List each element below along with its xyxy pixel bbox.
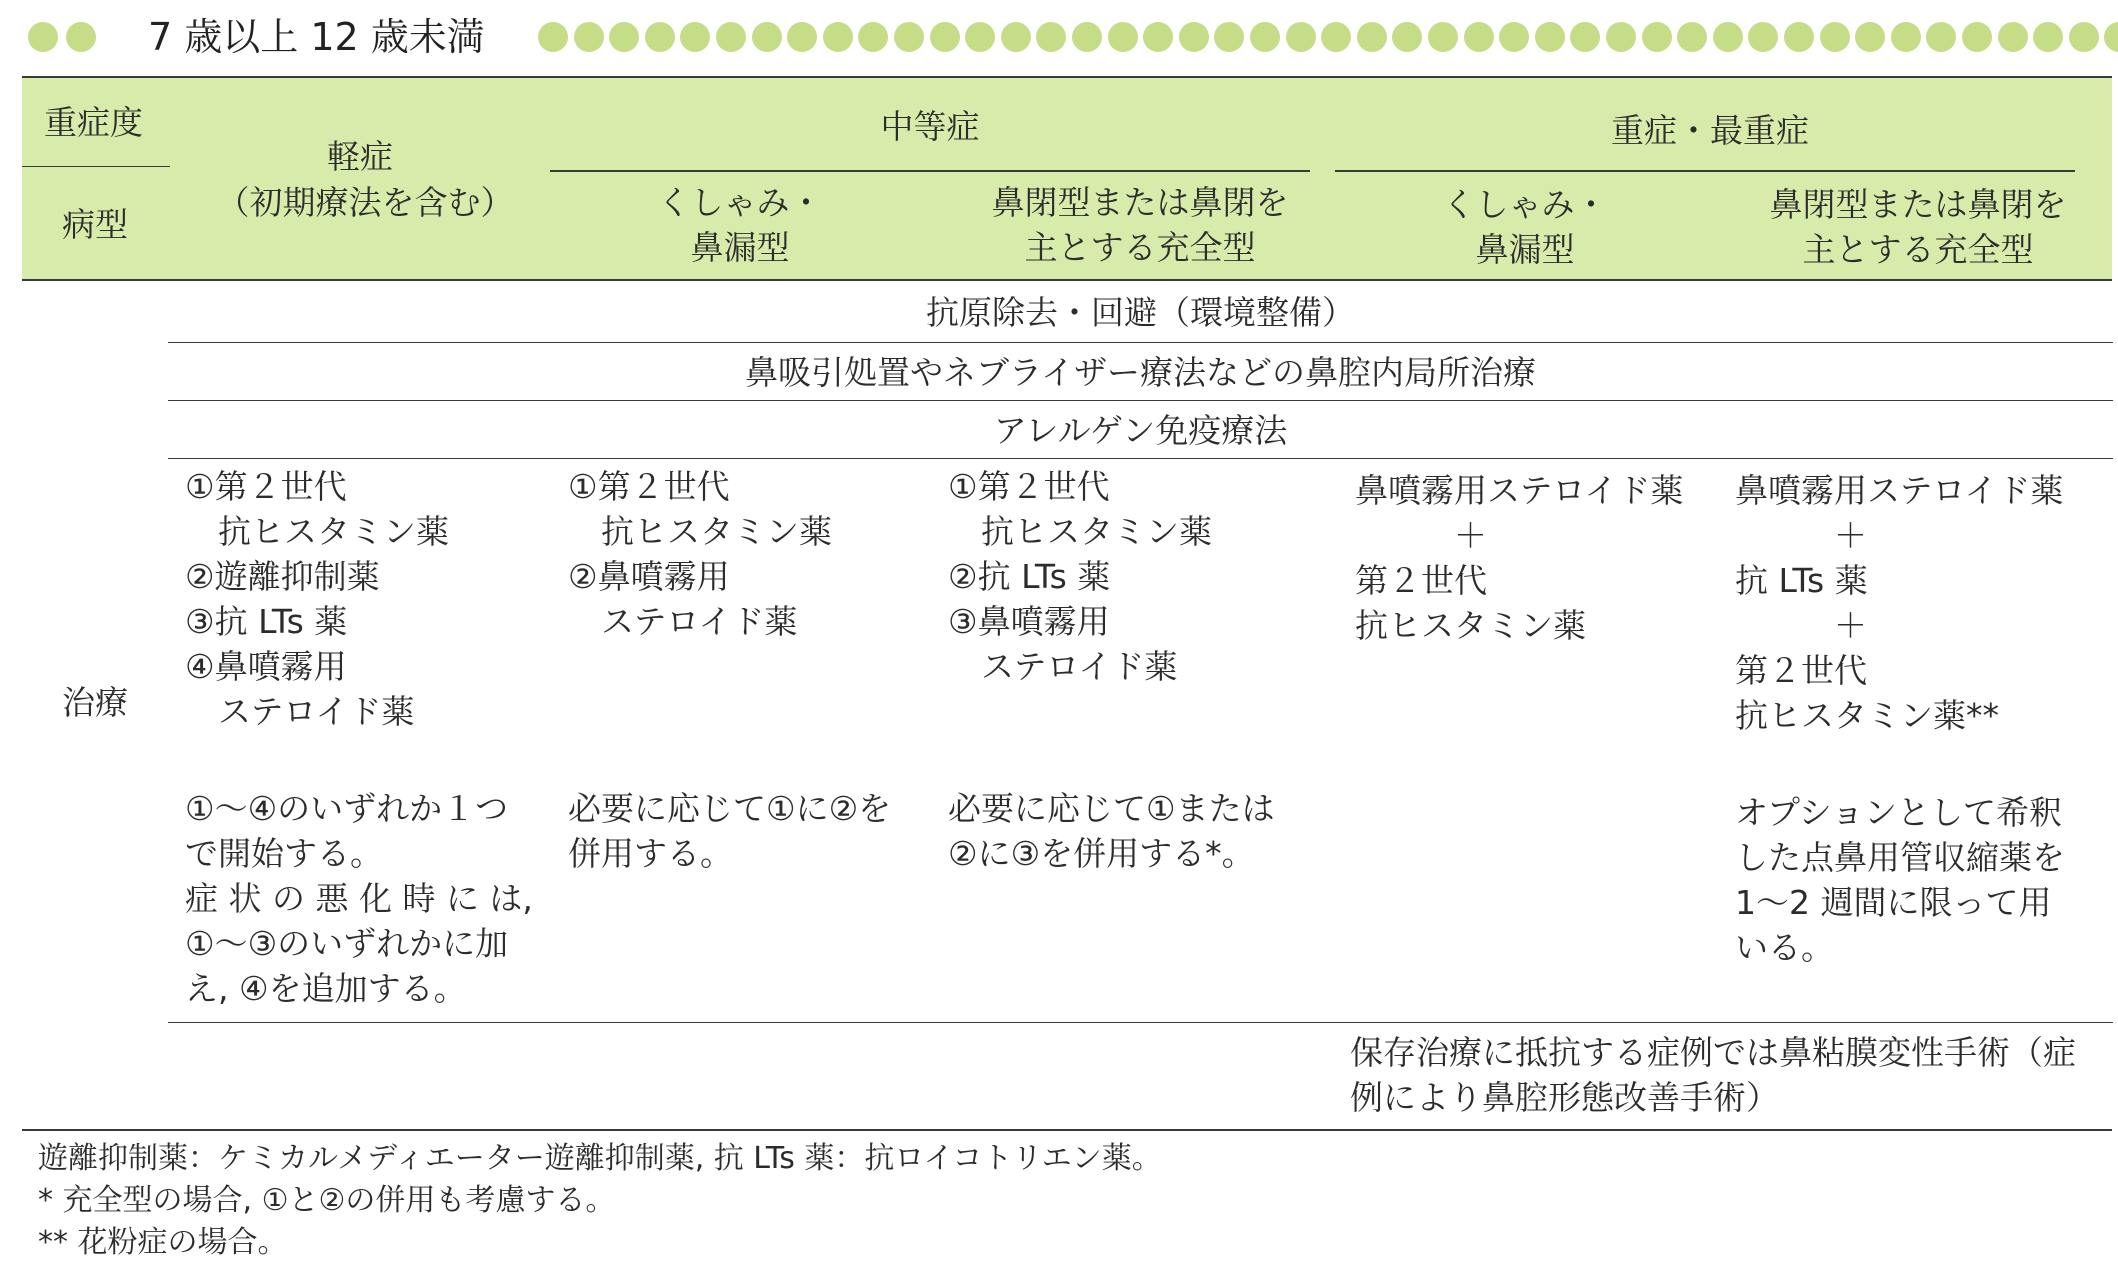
severe-blockage-usage-note: オプションとして希釈 した点鼻用管収縮薬を 1〜2 週間に限って用 いる。 (1735, 793, 2065, 967)
title-bar-dot (965, 22, 995, 52)
title-bar-dot (1926, 22, 1956, 52)
title-bar-dot (2069, 22, 2099, 52)
title-bar-dot (1001, 22, 1031, 52)
title-bar-dot (1392, 22, 1422, 52)
title-bar-dot (1428, 22, 1458, 52)
footnote-single-asterisk: * 充全型の場合, ①と②の併用も考慮する。 (38, 1183, 616, 1218)
moderate-divider-rule (550, 170, 1310, 172)
title-bar-dot (1535, 22, 1565, 52)
moderate-blockage-drug-list: ①第２世代 抗ヒスタミン薬 ②抗 LTs 薬 ③鼻噴霧用 ステロイド薬 (948, 467, 1212, 686)
moderate-sneeze-drug-list: ①第２世代 抗ヒスタミン薬 ②鼻噴霧用 ステロイド薬 (568, 467, 832, 641)
severe-divider-rule (1335, 170, 2075, 172)
page-title: 7 歳以上 12 歳未満 (148, 15, 485, 59)
title-bar-dot (1286, 22, 1316, 52)
footnote-double-asterisk: ** 花粉症の場合。 (38, 1225, 288, 1260)
title-bar-dot (1748, 22, 1778, 52)
title-bar-dot (2033, 22, 2063, 52)
mild-usage-note: ①〜④のいずれか１つ で開始する。 症 状 の 悪 化 時 に は, ①〜③のいずれかに加 え, ④を追加する。 (185, 789, 533, 1008)
severity-divider-rule (22, 166, 170, 167)
title-bar-dot (1036, 22, 1066, 52)
severe-blockage-drug-list: 鼻噴霧用ステロイド薬 ＋ 抗 LTs 薬 ＋ 第２世代 抗ヒスタミン薬** (1735, 471, 2064, 735)
severe-heading: 重症・最重症 (1611, 111, 1809, 150)
title-bar-dot (1108, 22, 1138, 52)
moderate-blockage-usage-note: 必要に応じて①または ②に③を併用する*。 (948, 789, 1275, 873)
span-rule-1 (168, 342, 2113, 343)
mild-heading: 軽症 (327, 137, 393, 176)
title-bar-dot (787, 22, 817, 52)
mild-drug-list: ①第２世代 抗ヒスタミン薬 ②遊離抑制薬 ③抗 LTs 薬 ④鼻噴霧用 ステロイド薬 (185, 467, 449, 731)
title-bar-dot (1214, 22, 1244, 52)
title-bar-dot (1179, 22, 1209, 52)
table-bottom-rule (22, 1129, 2112, 1131)
footnote-abbreviations: 遊離抑制薬：ケミカルメディエーター遊離抑制薬, 抗 LTs 薬：抗ロイコトリエン薬。 (38, 1141, 1162, 1176)
header-bottom-rule (22, 279, 2112, 281)
title-bar-dot (1464, 22, 1494, 52)
title-bar-dot (1820, 22, 1850, 52)
title-bar-dot (1962, 22, 1992, 52)
title-bar-dot (1321, 22, 1351, 52)
surgery-top-rule (168, 1022, 2113, 1023)
type-blockage-severe: 鼻閉型または鼻閉を 主とする充全型 (1769, 185, 2067, 269)
title-bar-dot (680, 22, 710, 52)
left-dot-2 (66, 22, 96, 52)
immunotherapy-text: アレルゲン免疫療法 (993, 411, 1288, 450)
left-dot-1 (28, 22, 58, 52)
title-bar-dot (894, 22, 924, 52)
title-bar-dot (1499, 22, 1529, 52)
title-bar-dot (538, 22, 568, 52)
moderate-sneeze-usage-note: 必要に応じて①に②を 併用する。 (568, 789, 892, 873)
treatment-row-label: 治療 (62, 683, 128, 722)
title-bar-dot (1570, 22, 1600, 52)
title-bar-dot (1072, 22, 1102, 52)
title-bar-dot (930, 22, 960, 52)
title-bar-dot (574, 22, 604, 52)
type-label: 病型 (62, 205, 128, 244)
title-bar-dot (752, 22, 782, 52)
title-bar-dot (1357, 22, 1387, 52)
title-bar-dot (1677, 22, 1707, 52)
title-bar-dot (858, 22, 888, 52)
title-bar-dot (1250, 22, 1280, 52)
title-bar-dot (1143, 22, 1173, 52)
severe-sneeze-drug-list: 鼻噴霧用ステロイド薬 ＋ 第２世代 抗ヒスタミン薬 (1355, 471, 1684, 645)
title-bar-dot (609, 22, 639, 52)
severity-label: 重症度 (44, 103, 143, 142)
title-bar-dot (2104, 22, 2118, 52)
title-bar-dot (823, 22, 853, 52)
title-bar-dot (1713, 22, 1743, 52)
title-bar-dot (1606, 22, 1636, 52)
span-rule-2 (168, 400, 2113, 401)
mild-note: （初期療法を含む） (216, 183, 514, 222)
title-bar-dot (1891, 22, 1921, 52)
title-bar-dot (645, 22, 675, 52)
type-blockage-moderate: 鼻閉型または鼻閉を 主とする充全型 (991, 183, 1289, 267)
span-rule-3 (168, 458, 2113, 459)
title-bar-dot (716, 22, 746, 52)
header-top-rule (22, 76, 2112, 78)
type-sneeze-severe: くしゃみ・ 鼻漏型 (1442, 185, 1608, 269)
title-bar-dot (1642, 22, 1672, 52)
local-treatment-text: 鼻吸引処置やネブライザー療法などの鼻腔内局所治療 (744, 353, 1536, 392)
type-sneeze-moderate: くしゃみ・ 鼻漏型 (657, 183, 823, 267)
moderate-heading: 中等症 (880, 107, 980, 146)
title-bar-dot (1998, 22, 2028, 52)
surgery-text: 保存治療に抵抗する症例では鼻粘膜変性手術（症 例により鼻腔形態改善手術） (1350, 1033, 2076, 1117)
title-bar-dot (1855, 22, 1885, 52)
antigen-avoidance-text: 抗原除去・回避（環境整備） (926, 293, 1355, 332)
title-bar-dot (1784, 22, 1814, 52)
